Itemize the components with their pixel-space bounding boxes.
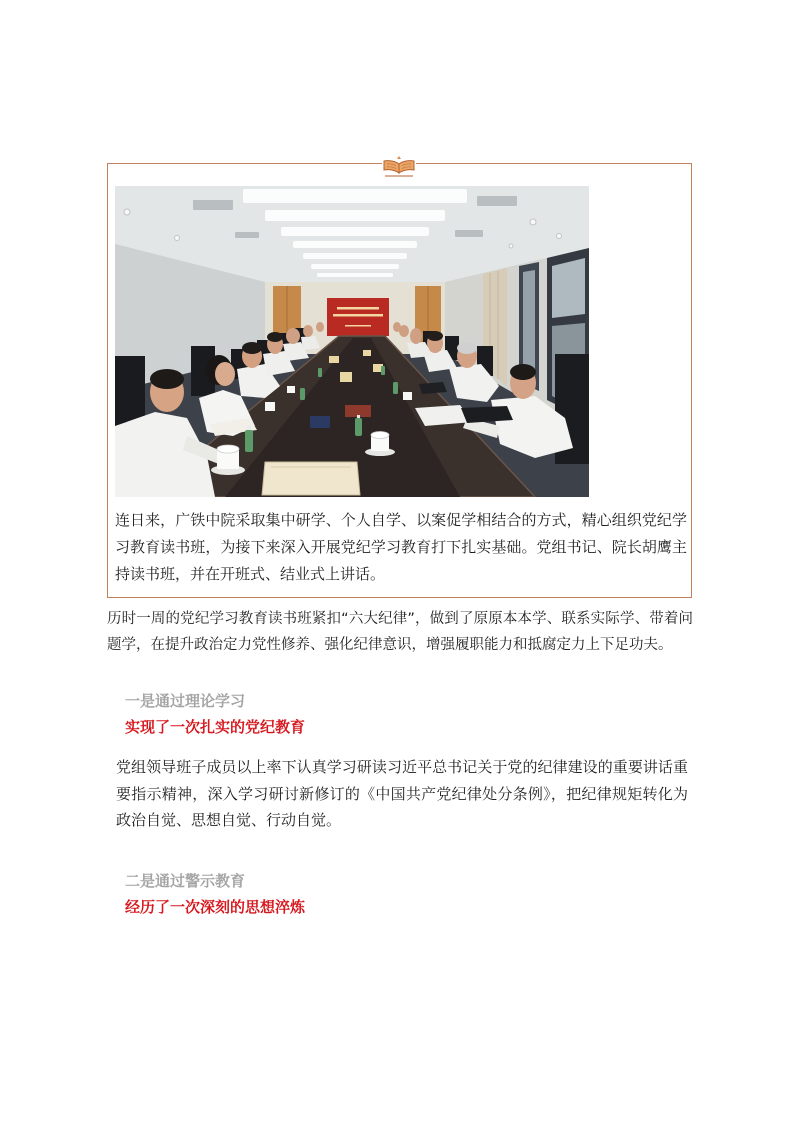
red-screen — [327, 298, 389, 336]
intro-paragraph: 历时一周的党纪学习教育读书班紧扣“六大纪律”，做到了原原本本学、联系实际学、带着问题学，在提升政治定力党性修养、强化纪律意识，增强履职能力和抵腐定力上下足功夫。 — [107, 611, 693, 653]
section-2-title: 经历了一次深刻的思想淬炼 — [125, 898, 306, 916]
section-1-kicker: 一是通过理论学习 — [125, 692, 246, 710]
meeting-photo — [115, 186, 589, 497]
section-1-title: 实现了一次扎实的党纪教育 — [125, 718, 306, 736]
open-book-icon — [382, 155, 416, 179]
section-2-kicker: 二是通过警示教育 — [125, 872, 246, 890]
section-1-body: 党组领导班子成员以上率下认真学习研读习近平总书记关于党的纪律建设的重要讲话重要指示精神，深入学习研讨新修订的《中国共产党纪律处分条例》，把纪律规矩转化为政治自觉、思想自觉、行动自觉。 — [116, 758, 688, 829]
photo-caption: 连日来，广铁中院采取集中研学、个人自学、以案促学相结合的方式，精心组织党纪学习教育读书班，为接下来深入开展党纪学习教育打下扎实基础。党组书记、院长胡鹰主持读书班，并在开班式、结业式上讲话。 — [115, 511, 687, 583]
